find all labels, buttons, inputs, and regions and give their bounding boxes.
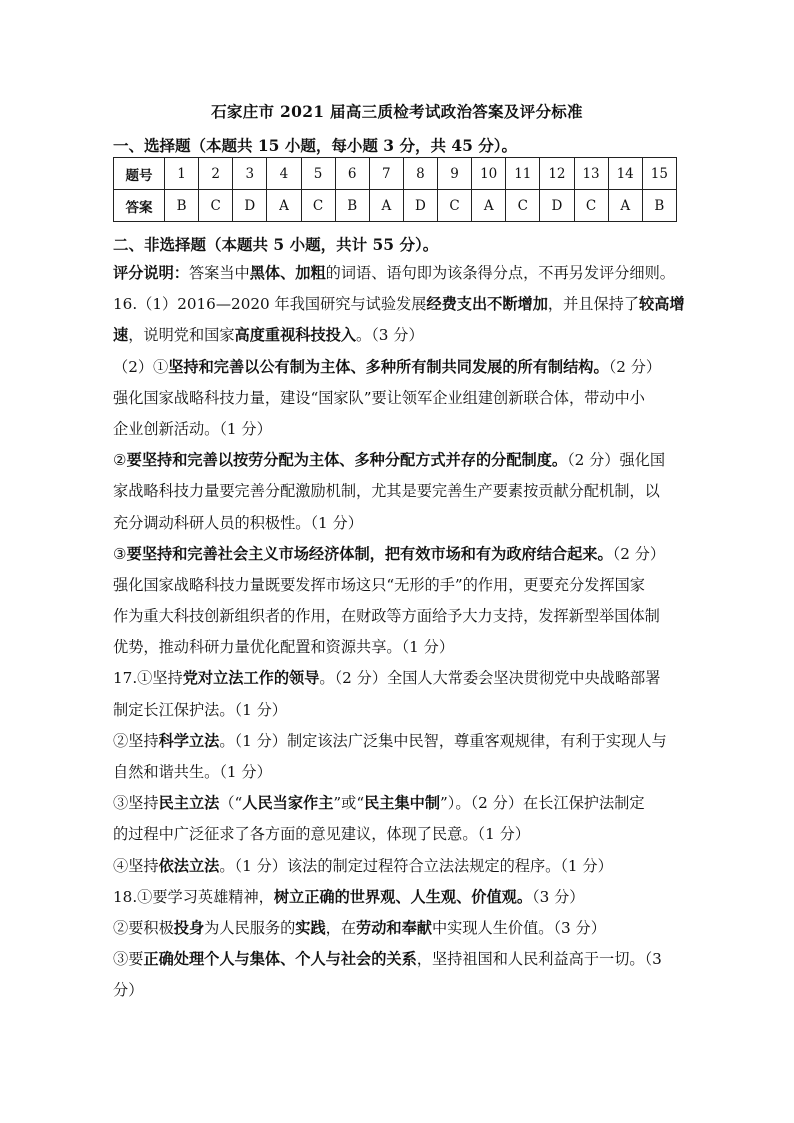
answer-table-answer-row	[114, 190, 677, 222]
question-number-cell: 15	[642, 158, 676, 190]
answer-table	[113, 157, 677, 222]
body-text: 自然和谐共生。（1 分）	[113, 763, 272, 781]
text-line	[113, 352, 685, 383]
answer-cell: B	[642, 190, 676, 222]
body-text: 制定长江保护法。（1 分）	[113, 700, 287, 719]
answer-cell: A	[369, 190, 403, 222]
body-text: ②	[113, 451, 127, 470]
answer-cell: B	[335, 190, 369, 222]
question-number-cell: 11	[506, 158, 540, 190]
body-text: 。（3 分）	[356, 326, 424, 345]
body-text: 。（1 分）制定该法广泛集中民智，尊重客观规律，有利于实现人与	[219, 731, 667, 750]
text-line	[113, 476, 685, 507]
scoring-point-text: 民主集中制	[364, 794, 441, 813]
scoring-point-text: 党对立法工作的领导	[182, 669, 320, 688]
body-text: ，在	[325, 918, 356, 937]
body-text: ，并且保持了	[547, 295, 640, 314]
scoring-point-text: 经费支出不断增加	[426, 295, 548, 314]
text-line	[113, 788, 685, 819]
body-text: （2 分）	[612, 544, 666, 563]
body-text: 充分调动科研人员的积极性。（1 分）	[113, 513, 363, 532]
body-text: （2）①	[113, 357, 169, 376]
answer-cell: A	[608, 190, 642, 222]
body-text: （“	[219, 794, 243, 813]
body-text: ，说明党和国家	[128, 326, 235, 345]
scoring-point-text: 科学立法	[158, 731, 220, 750]
body-text: ④坚持	[113, 856, 159, 875]
scoring-point-text: 评分说明：	[113, 264, 189, 282]
body-text: ③要	[113, 950, 144, 969]
body-text: ③坚持	[113, 794, 159, 813]
answer-cell: D	[403, 190, 437, 222]
table-header-answer: 答案	[114, 190, 165, 222]
answer-table-number-row	[114, 158, 677, 190]
text-line	[113, 445, 685, 476]
body-text: 为人民服务的	[204, 918, 296, 937]
answer-cell: A	[472, 190, 506, 222]
scoring-point-text: 正确处理个人与集体、个人与社会的关系	[143, 950, 417, 969]
body-text: ②坚持	[113, 731, 159, 750]
text-line	[113, 975, 685, 1006]
text-line	[113, 258, 685, 289]
text-line	[113, 726, 685, 757]
question-number-cell: 2	[199, 158, 233, 190]
answer-cell: C	[574, 190, 608, 222]
scoring-point-text: 依法立法	[158, 856, 220, 875]
scoring-point-text: 较高增	[639, 295, 685, 314]
question-number-cell: 4	[267, 158, 301, 190]
body-text: 。（1 分）该法的制定过程符合立法法规定的程序。（1 分）	[219, 856, 613, 875]
text-line	[113, 913, 685, 944]
table-header-number: 题号	[114, 158, 165, 190]
scoring-point-text: 黑体、加粗	[249, 264, 326, 282]
question-number-cell: 1	[165, 158, 199, 190]
body-text: （2 分）	[608, 357, 662, 376]
scoring-point-text: 树立正确的世界观、人生观、价值观。	[273, 887, 533, 906]
scoring-point-text: 坚持和完善以公有制为主体、多种所有制共同发展的所有制结构。	[168, 357, 609, 376]
question-number-cell: 13	[574, 158, 608, 190]
body-text: ③	[113, 544, 127, 563]
text-line	[113, 539, 685, 570]
body-text: ”或“	[333, 794, 365, 813]
section1-heading: 一、选择题（本题共 15 小题，每小题 3 分，共 45 分）。	[113, 136, 518, 155]
scoring-point-text: 速	[113, 326, 129, 345]
body-text: 分）	[113, 981, 144, 1000]
body-text: 的词语、语句即为该条得分点，不再另发评分细则。	[325, 264, 675, 282]
question-number-cell: 12	[540, 158, 574, 190]
answer-cell: D	[540, 190, 574, 222]
text-line	[113, 851, 685, 882]
question-number-cell: 7	[369, 158, 403, 190]
answer-cell: C	[506, 190, 540, 222]
answer-cell: A	[267, 190, 301, 222]
text-line	[113, 508, 685, 539]
question-number-cell: 3	[233, 158, 267, 190]
body-text: （3 分）	[532, 887, 585, 906]
body-text: 强化国家战略科技力量，建设“国家队”要让领军企业组建创新联合体，带动中小	[113, 388, 645, 407]
body-text: 17.①坚持	[113, 669, 183, 688]
body-text: 16.（1）2016—2020 年我国研究与试验发展	[113, 295, 427, 314]
text-line	[113, 819, 685, 850]
body-text: 。（2 分）全国人大常委会坚决贯彻党中央战略部署	[319, 669, 661, 688]
section2-heading: 二、非选择题（本题共 5 小题，共计 55 分）。	[113, 235, 439, 254]
scoring-point-text: 投身	[173, 918, 205, 937]
question-number-cell: 10	[472, 158, 506, 190]
answer-body	[113, 258, 685, 1007]
scoring-point-text: 要坚持和完善以按劳分配为主体、多种分配方式并存的分配制度。	[126, 451, 568, 470]
answer-cell: C	[438, 190, 472, 222]
text-line	[113, 632, 685, 663]
body-text: 强化国家战略科技力量既要发挥市场这只“无形的手”的作用，更要充分发挥国家	[113, 575, 645, 594]
question-number-cell: 14	[608, 158, 642, 190]
scoring-point-text: 高度重视科技投入	[234, 326, 356, 345]
question-number-cell: 5	[301, 158, 335, 190]
scoring-point-text: 要坚持和完善社会主义市场经济体制，把有效市场和有为政府结合起来。	[126, 544, 613, 563]
body-text: 18.①要学习英雄精神，	[113, 887, 274, 906]
scoring-point-text: 实践	[295, 918, 326, 937]
text-line	[113, 882, 685, 913]
text-line	[113, 320, 685, 351]
scoring-point-text: 民主立法	[158, 794, 220, 813]
body-text: 作为重大科技创新组织者的作用，在财政等方面给予大力支持，发挥新型举国体制	[113, 607, 660, 626]
text-line	[113, 289, 685, 320]
body-text: 中实现人生价值。（3 分）	[431, 918, 606, 937]
text-line	[113, 414, 685, 445]
text-line	[113, 570, 685, 601]
text-line	[113, 383, 685, 414]
text-line	[113, 663, 685, 694]
answer-cell: D	[233, 190, 267, 222]
body-text: 答案当中	[188, 264, 250, 282]
answer-cell: B	[165, 190, 199, 222]
text-line	[113, 601, 685, 632]
text-line	[113, 695, 685, 726]
body-text: 企业创新活动。（1 分）	[113, 419, 272, 438]
question-number-cell: 6	[335, 158, 369, 190]
document-title: 石家庄市 2021 届高三质检考试政治答案及评分标准	[211, 102, 583, 121]
scoring-point-text: 劳动和奉献	[356, 918, 432, 937]
question-number-cell: 9	[438, 158, 472, 190]
scoring-point-text: 人民当家作主	[242, 794, 334, 813]
body-text: （2 分）强化国	[567, 451, 666, 470]
body-text: ②要积极	[113, 918, 174, 937]
body-text: 优势，推动科研力量优化配置和资源共享。（1 分）	[113, 638, 455, 657]
body-text: ”）。（2 分）在长江保护法制定	[440, 794, 645, 813]
answer-cell: C	[199, 190, 233, 222]
question-number-cell: 8	[403, 158, 437, 190]
text-line	[113, 757, 685, 788]
text-line	[113, 944, 685, 975]
answer-cell: C	[301, 190, 335, 222]
body-text: ，坚持祖国和人民利益高于一切。（3	[416, 950, 662, 969]
body-text: 家战略科技力量要完善分配激励机制，尤其是要完善生产要素按贡献分配机制，以	[113, 482, 660, 501]
body-text: 的过程中广泛征求了各方面的意见建议，体现了民意。（1 分）	[113, 825, 530, 844]
